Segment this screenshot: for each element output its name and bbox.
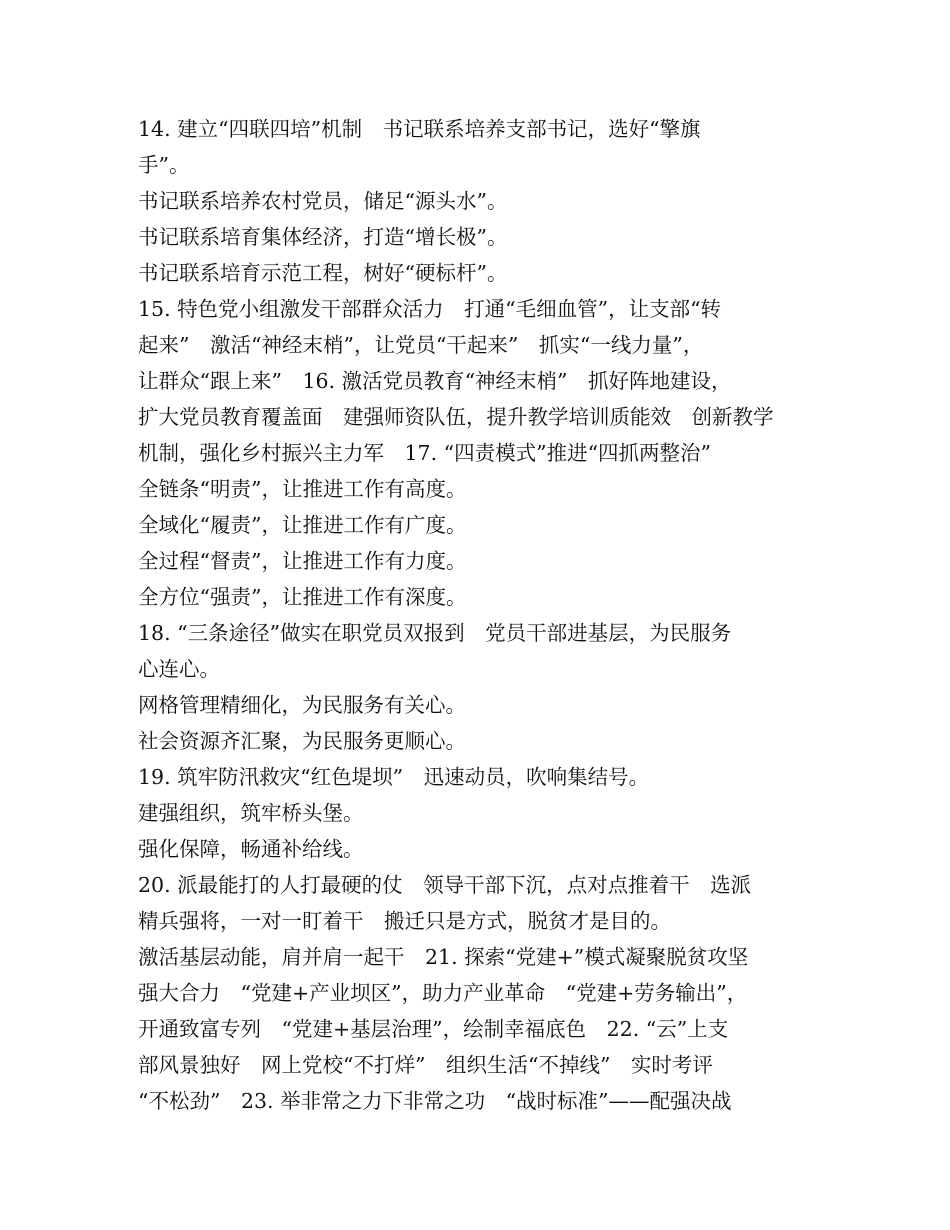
text-line: 全域化“履责”，让推进工作有广度。 [138,513,467,537]
text-line: 全链条“明责”，让推进工作有高度。 [138,477,467,501]
text-line: 15. 特色党小组激发干部群众活力 打通“毛细血管”，让支部“转 [138,297,722,321]
text-line: 心连心。 [138,657,220,681]
text-line: 建强组织，筑牢桥头堡。 [138,801,364,825]
text-line: 全过程“督责”，让推进工作有力度。 [138,549,467,573]
text-line: 扩大党员教育覆盖面 建强师资队伍，提升教学培训质能效 创新教学 [138,405,774,429]
text-line: 手”。 [138,153,190,177]
text-line: 19. 筑牢防汛救灾“红色堤坝” 迅速动员，吹响集结号。 [138,765,650,789]
text-line: 强大合力 “党建+产业坝区”，助力产业革命 “党建+劳务输出”， [138,981,748,1005]
text-line: 14. 建立“四联四培”机制 书记联系培养支部书记，选好“擎旗 [138,117,701,141]
text-line: 20. 派最能打的人打最硬的仗 领导干部下沉，点对点推着干 选派 [138,873,752,897]
text-line: 18. “三条途径”做实在职党员双报到 党员干部进基层，为民服务 [138,621,732,645]
text-line: 机制，强化乡村振兴主力军 17. “四责模式”推进“四抓两整治” [138,441,712,465]
text-line: 网格管理精细化，为民服务有关心。 [138,693,466,717]
text-line: 书记联系培育集体经济，打造“增长极”。 [138,225,508,249]
text-line: 精兵强将，一对一盯着干 搬迁只是方式，脱贫才是目的。 [138,909,671,933]
text-line: 激活基层动能，肩并肩一起干 21. 探索“党建+”模式凝聚脱贫攻坚 [138,945,749,969]
text-line: 强化保障，畅通补给线。 [138,837,364,861]
text-line: 书记联系培育示范工程，树好“硬标杆”。 [138,261,508,285]
text-line: 开通致富专列 “党建+基层治理”，绘制幸福底色 22. “云”上支 [138,1017,729,1041]
text-line: 部风景独好 网上党校“不打烊” 组织生活“不掉线” 实时考评 [138,1053,713,1077]
document-body [138,111,818,1119]
text-line: 全方位“强责”，让推进工作有深度。 [138,585,467,609]
text-line: 起来” 激活“神经末梢”，让党员“干起来” 抓实“一线力量”， [138,333,704,357]
text-line: “不松劲” 23. 举非常之力下非常之功 “战时标准”——配强决战 [138,1089,732,1113]
text-line: 书记联系培养农村党员，储足“源头水”。 [138,189,508,213]
text-line: 让群众“跟上来” 16. 激活党员教育“神经末梢” 抓好阵地建设， [138,369,732,393]
text-line: 社会资源齐汇聚，为民服务更顺心。 [138,729,466,753]
